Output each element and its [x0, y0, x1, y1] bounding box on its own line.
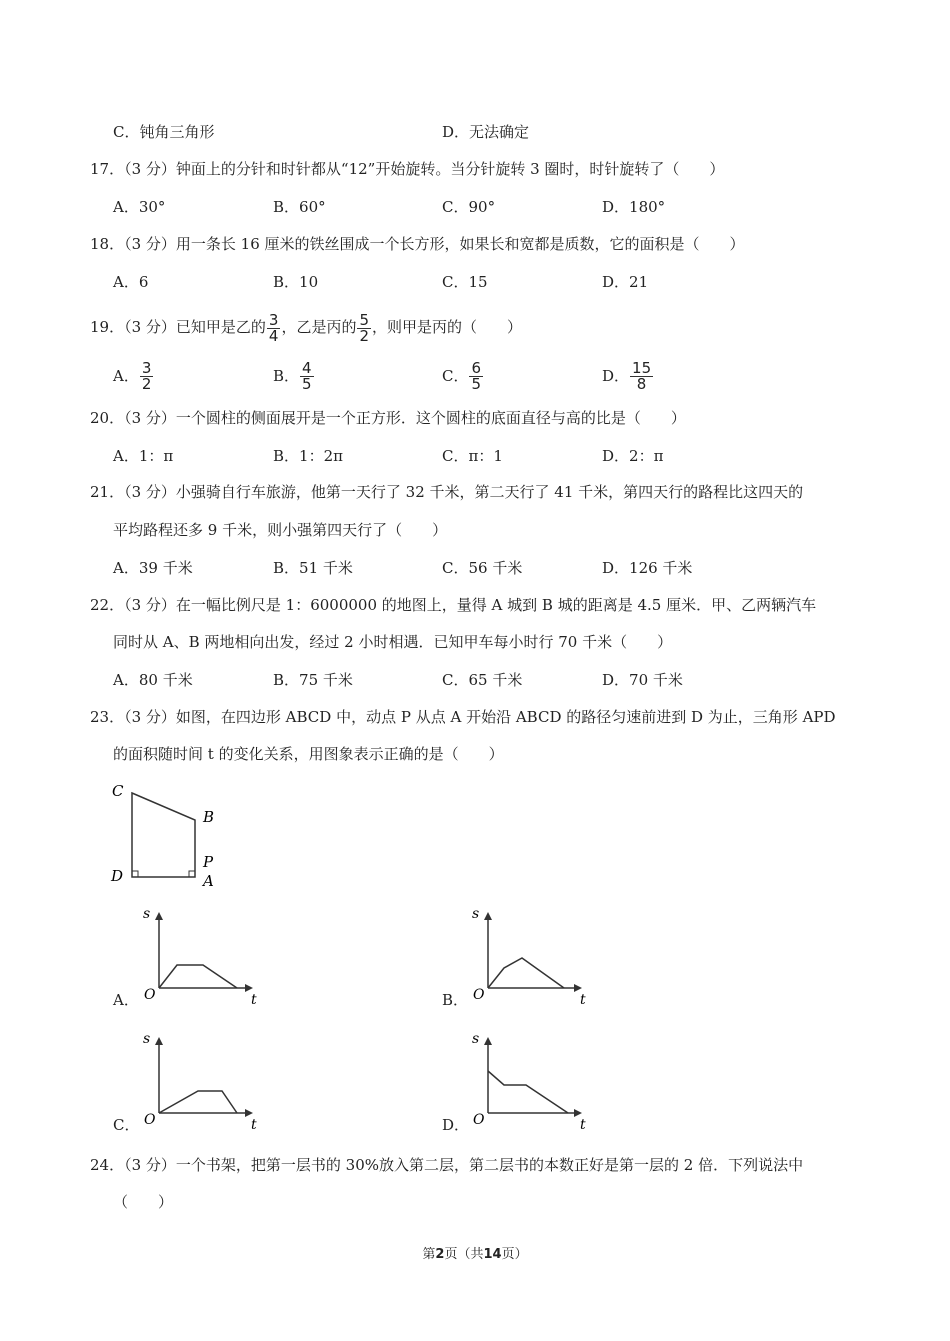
q17-option-b: B．60° [273, 198, 326, 216]
q19-fraction-2 [357, 310, 371, 345]
q17-option-c: C．90° [442, 198, 496, 216]
q18-option-c: C．15 [442, 273, 488, 291]
q19-fraction-1-num: 3 [268, 310, 279, 329]
q19-option-a [113, 355, 154, 396]
footer-mid: 页（共 [444, 1247, 484, 1262]
q19-option-d [602, 355, 654, 396]
q19-option-b-letter: B． [273, 367, 300, 385]
q23-graph-d [464, 1025, 594, 1135]
q23-graph-c-curve [159, 1091, 237, 1113]
q23-graph-c [135, 1025, 265, 1135]
q19-option-c-den: 5 [471, 374, 482, 393]
q23-option-b-letter: B． [442, 991, 469, 1009]
q24-stem-line1: 24．（3 分）一个书架，把第一层书的 30%放入第二层，第二层书的本数正好是第一层的 2 倍．下列说法中 [90, 1156, 804, 1174]
q23-graph-d-origin: O [473, 1112, 485, 1128]
q19-option-d-den: 8 [636, 374, 647, 393]
q18-stem: 18．（3 分）用一条长 16 厘米的铁丝围成一个长方形，如果长和宽都是质数，它的面积是（ ） [90, 235, 745, 253]
q21-option-a: A．39 千米 [113, 559, 193, 577]
q24-stem-line2: （ ） [113, 1193, 174, 1211]
q19-option-b-den: 5 [302, 374, 312, 393]
q19-option-a-den: 2 [141, 374, 152, 393]
q23-right-angle-d [132, 871, 138, 877]
q23-graph-a-origin: O [144, 987, 156, 1003]
q19-option-d-num: 15 [632, 358, 652, 377]
q16-option-d: D．无法确定 [442, 123, 530, 141]
q23-graph-a [135, 900, 265, 1010]
q21-stem-line2: 平均路程还多 9 千米，则小强第四天行了（ ） [113, 521, 448, 539]
q19-stem-suffix: ，则甲是丙的（ ） [372, 318, 523, 336]
q23-stem-line2: 的面积随时间 t 的变化关系，用图象表示正确的是（ ） [113, 745, 504, 763]
q23-graph-d-x-arrow [574, 1109, 582, 1117]
q19-option-b-fraction [300, 358, 314, 393]
q23-option-c-letter: C． [113, 1116, 140, 1134]
q19-option-c-num: 6 [471, 358, 482, 377]
q23-graph-a-curve [159, 965, 237, 988]
q23-graph-a-y-label: s [143, 906, 151, 922]
footer-suffix: 页） [501, 1247, 528, 1262]
q22-option-b: B．75 千米 [273, 671, 353, 689]
q22-stem-line2: 同时从 A、B 两地相向出发，经过 2 小时相遇．已知甲车每小时行 70 千米（ ） [113, 633, 673, 651]
q19-option-a-letter: A． [113, 367, 139, 385]
q23-right-angle-a [189, 871, 195, 877]
q23-label-a: A [203, 872, 214, 890]
q23-graph-b-x-arrow [574, 984, 582, 992]
q16-option-c: C．钝角三角形 [113, 123, 215, 141]
q17-option-d: D．180° [602, 198, 666, 216]
q17-option-a: A．30° [113, 198, 166, 216]
q23-graph-a-y-arrow [155, 912, 163, 920]
q23-graph-d-y-arrow [484, 1037, 492, 1045]
q19-stem-mid: ，乙是丙的 [281, 318, 357, 336]
q23-label-b: B [203, 808, 215, 826]
q23-label-c: C [112, 782, 124, 800]
q18-option-b: B．10 [273, 273, 319, 291]
q23-graph-d-curve [488, 1071, 568, 1113]
q23-graph-b-y-arrow [484, 912, 492, 920]
q20-option-d: D．2：π [602, 447, 664, 465]
q19-fraction-2-den: 2 [359, 326, 370, 345]
q19-fraction-1-den: 4 [268, 326, 279, 345]
q21-option-c: C．56 千米 [442, 559, 523, 577]
q19-option-c [442, 355, 484, 396]
q23-graph-c-origin: O [144, 1112, 156, 1128]
q23-graph-a-x-arrow [245, 984, 253, 992]
q23-graph-c-x-arrow [245, 1109, 253, 1117]
q23-stem-line1: 23．（3 分）如图，在四边形 ABCD 中，动点 P 从点 A 开始沿 ABCD 的路径匀速前进到 D 为止，三角形 APD [90, 708, 836, 726]
q19-option-c-fraction [469, 358, 483, 393]
q23-graph-b-y-label: s [472, 906, 480, 922]
q20-option-c: C．π：1 [442, 447, 503, 465]
q19-option-a-fraction [140, 358, 154, 393]
q23-option-a-letter: A． [113, 991, 139, 1009]
q23-graph-d-x-label: t [580, 1117, 586, 1133]
q23-graph-d-y-label: s [472, 1031, 480, 1047]
q23-quadrilateral-shape [132, 793, 195, 877]
page-footer [0, 1243, 950, 1262]
q19-option-c-letter: C． [442, 367, 469, 385]
footer-total-pages: 14 [483, 1247, 502, 1262]
q19-option-b-num: 4 [302, 358, 312, 377]
q20-stem: 20．（3 分）一个圆柱的侧面展开是一个正方形．这个圆柱的底面直径与高的比是（ ） [90, 409, 686, 427]
q19-option-d-fraction [630, 358, 653, 393]
q23-graph-b-x-label: t [580, 992, 586, 1008]
q18-option-d: D．21 [602, 273, 649, 291]
q22-stem-line1: 22．（3 分）在一幅比例尺是 1：6000000 的地图上，量得 A 城到 B 城的距离是 4.5 厘米．甲、乙两辆汽车 [90, 596, 817, 614]
q23-graph-c-y-label: s [143, 1031, 151, 1047]
q23-graph-b-curve [488, 958, 564, 988]
q23-option-d-letter: D． [442, 1116, 470, 1134]
footer-page-number: 2 [435, 1247, 445, 1262]
q20-option-b: B．1：2π [273, 447, 343, 465]
q23-graph-a-x-label: t [251, 992, 257, 1008]
q19-fraction-1 [267, 310, 281, 345]
q23-label-d: D [111, 867, 124, 885]
q22-option-d: D．70 千米 [602, 671, 683, 689]
q20-option-a: A．1：π [113, 447, 174, 465]
q22-option-a: A．80 千米 [113, 671, 193, 689]
q19-option-a-num: 3 [141, 358, 152, 377]
q21-option-d: D．126 千米 [602, 559, 693, 577]
q22-option-c: C．65 千米 [442, 671, 523, 689]
q21-option-b: B．51 千米 [273, 559, 353, 577]
q19-stem [90, 307, 522, 347]
q21-stem-line1: 21．（3 分）小强骑自行车旅游，他第一天行了 32 千米，第二天行了 41 千米，第四天行的路程比这四天的 [90, 483, 804, 501]
q19-option-b [273, 355, 315, 396]
q23-graph-c-x-label: t [251, 1117, 257, 1133]
q23-graph-b [464, 900, 594, 1010]
q23-label-p: P [203, 853, 214, 871]
q23-graph-c-y-arrow [155, 1037, 163, 1045]
q18-option-a: A．6 [113, 273, 149, 291]
q19-option-d-letter: D． [602, 367, 630, 385]
q23-quadrilateral-figure [105, 778, 235, 893]
q19-stem-prefix: 19．（3 分）已知甲是乙的 [90, 318, 266, 336]
q17-stem: 17．（3 分）钟面上的分针和时针都从“12”开始旋转。当分针旋转 3 圈时，时针旋转了（ ） [90, 160, 725, 178]
footer-prefix: 第 [422, 1247, 436, 1262]
q23-graph-b-origin: O [473, 987, 485, 1003]
q19-fraction-2-num: 5 [359, 310, 370, 329]
